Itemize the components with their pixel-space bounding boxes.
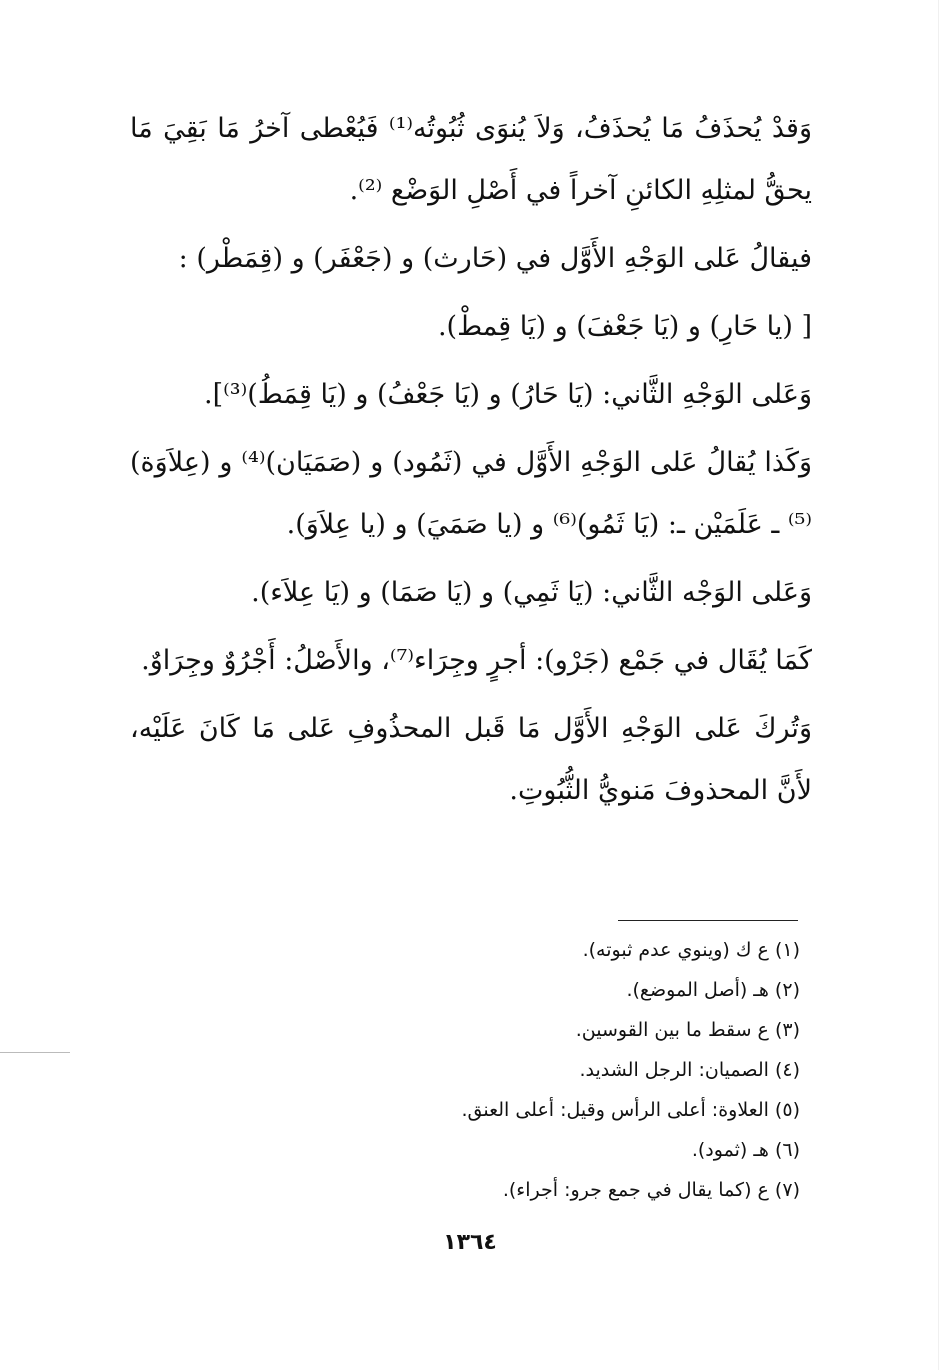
paragraph: وَتُركَ عَلى الوَجْهِ الأَوَّل مَا قَبل المحذُوفِ عَلى مَا كَانَ عَلَيْه، لأَنَّ المحذوفَ مَنويُّ الثُّبُوتِ.: [130, 713, 812, 806]
footnote: (٢) هـ (أصل الموضع).: [626, 979, 800, 1001]
footnotes: [300, 930, 800, 1210]
footnote: (٦) هـ (ثمود).: [691, 1139, 800, 1161]
paragraph: كَمَا يُقَال في جَمْع (جَرْو): أجرٍ وجِرَاء⁽⁷⁾، والأَصْلُ: أَجْرُوٌ وجِرَاوٌ.: [141, 645, 812, 676]
paragraph: وَعَلى الوَجْه الثَّاني: (يَا ثَمِي) و (يَا صَمَا) و (يَا عِلاَء).: [251, 577, 812, 608]
paragraph: [ (يا حَارِ) و (يَا جَعْفَ) و (يَا قِمطْ).: [437, 311, 812, 342]
margin-scan-mark: [0, 1052, 70, 1053]
paragraph: وَكَذا يُقالُ عَلى الوَجْهِ الأَوَّل في (ثَمُود) و (صَمَيَان)⁽⁴⁾ و (عِلاَوَة)⁽⁵⁾ ـ عَلَمَيْن ـ: (يَا ثَمُو)⁽⁶⁾ و (يا صَمَيَ) و (يا عِلاَوَ).: [130, 447, 812, 540]
footnote: (٣) ع سقط ما بين القوسين.: [575, 1019, 800, 1041]
paragraph: وَقدْ يُحذَفُ مَا يُحذَفُ، وَلاَ يُنوَى ثُبُوتُه⁽¹⁾ فَيُعْطى آخرُ مَا بَقِيَ مَا يحقُّ لمثلِهِ الكائنِ آخراً في أَصْلِ الوَضْع ⁽²⁾.: [130, 113, 812, 206]
footnote: (٤) الصميان: الرجل الشديد.: [579, 1059, 800, 1081]
footnote-separator: [618, 920, 798, 921]
paragraph: فيقالُ عَلى الوَجْهِ الأَوَّل في (حَارث) و (جَعْفَر) و (قِمَطْر) :: [178, 243, 812, 274]
page-number: ١٣٦٤: [443, 1230, 497, 1255]
paragraph: وَعَلى الوَجْهِ الثَّاني: (يَا حَارُ) و (يَا جَعْفُ) و (يَا قِمَطُ)⁽³⁾].: [204, 379, 812, 410]
footnote: (١) ع ك (وينوي عدم ثبوته).: [582, 939, 800, 961]
main-text: [130, 98, 812, 828]
footnote: (٧) ع (كما يقال في جمع جرو: أجراء).: [502, 1179, 800, 1201]
footnote: (٥) العلاوة: أعلى الرأس وقيل: أعلى العنق.: [461, 1099, 800, 1121]
page-edge: [938, 0, 939, 1370]
